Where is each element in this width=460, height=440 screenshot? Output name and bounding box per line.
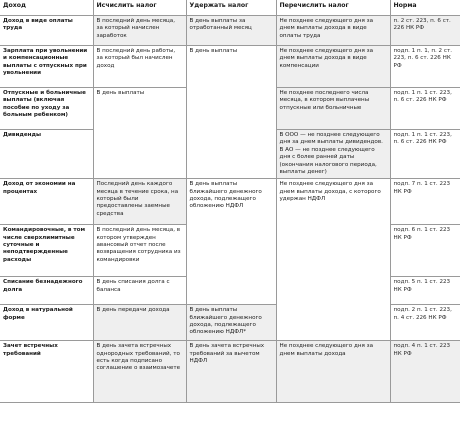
income-cell: Отпускные и больничные выплаты (включая пособие по уходу за больным ребенком) bbox=[0, 88, 93, 130]
table-row bbox=[0, 341, 460, 403]
table-row bbox=[0, 16, 460, 46]
transfer-cell: Не позднее следующего дня за днем выплаты дохода bbox=[276, 341, 390, 403]
calculate-cell: В день передачи дохода bbox=[93, 305, 186, 341]
withhold-cell: В день зачета встречных требований за вычетом НДФЛ bbox=[186, 341, 276, 403]
norm-cell: подп. 1 п. 1 ст. 223, п. 6 ст. 226 НК РФ bbox=[390, 130, 460, 179]
calculate-cell: В день списания долга с баланса bbox=[93, 277, 186, 305]
norm-cell: подп. 6 п. 1 ст. 223 НК РФ bbox=[390, 225, 460, 277]
header-calculate: Исчислить налог bbox=[93, 0, 186, 16]
norm-cell: п. 2 ст. 223, п. 6 ст. 226 НК РФ bbox=[390, 16, 460, 46]
transfer-cell: Не позднее следующего дня за днем выплаты дохода в виде оплаты труда bbox=[276, 16, 390, 46]
table-row bbox=[0, 179, 460, 225]
norm-cell: подп. 5 п. 1 ст. 223 НК РФ bbox=[390, 277, 460, 305]
header-withhold: Удержать налог bbox=[186, 0, 276, 16]
income-cell: Зачет встречных требований bbox=[0, 341, 93, 403]
transfer-cell: Не позднее последнего числа месяца, в котором выплачены отпускные или больничные bbox=[276, 88, 390, 130]
calculate-cell: В последний день месяца, в котором утвержден авансовый отчет после возвращения сотрудника из командировки bbox=[93, 225, 186, 277]
income-cell: Доход в виде оплаты труда bbox=[0, 16, 93, 46]
norm-cell: подп. 2 п. 1 ст. 223, п. 4 ст. 226 НК РФ bbox=[390, 305, 460, 341]
norm-cell: подп. 1 п. 1, п. 2 ст. 223, п. 6 ст. 226 НК РФ bbox=[390, 46, 460, 88]
header-transfer: Перечислить налог bbox=[276, 0, 390, 16]
table-row bbox=[0, 46, 460, 88]
transfer-cell bbox=[276, 130, 390, 179]
withhold-cell: В день выплаты ближайшего денежного дохода, подлежащего обложению НДФЛ* bbox=[186, 305, 276, 341]
income-cell: Командировочные, в том числе сверхлимитные суточные и неподтвержденные расходы bbox=[0, 225, 93, 277]
withhold-cell: В день выплаты за отработанный месяц bbox=[186, 16, 276, 46]
income-cell: Списание безнадежного долга bbox=[0, 277, 93, 305]
transfer-ooo-text: В ООО — не позднее следующего дня за днем выплаты дивидендов. bbox=[279, 132, 383, 146]
table-header-row bbox=[0, 0, 460, 16]
transfer-cell: Не позднее следующего дня за днем выплаты дохода, с которого удержан НДФЛ bbox=[276, 179, 390, 341]
norm-cell: подп. 4 п. 1 ст. 223 НК РФ bbox=[390, 341, 460, 403]
norm-cell: подп. 1 п. 1 ст. 223, п. 6 ст. 226 НК РФ bbox=[390, 88, 460, 130]
calculate-cell: В последний день работы, за который был начислен доход bbox=[93, 46, 186, 88]
header-income: Доход bbox=[0, 0, 93, 16]
header-norm: Норма bbox=[390, 0, 460, 16]
calculate-cell: В последний день месяца, за который начислен заработок bbox=[93, 16, 186, 46]
calculate-cell: В день выплаты bbox=[93, 88, 186, 179]
calculate-cell: В день зачета встречных однородных требований, то есть когда подписано соглашение о взаимозачете bbox=[93, 341, 186, 403]
income-cell: Доход от экономии на процентах bbox=[0, 179, 93, 225]
norm-cell: подп. 7 п. 1 ст. 223 НК РФ bbox=[390, 179, 460, 225]
income-cell: Доход в натуральной форме bbox=[0, 305, 93, 341]
transfer-cell: Не позднее следующего дня за днем выплаты дохода в виде компенсации bbox=[276, 46, 390, 88]
calculate-cell: Последний день каждого месяца в течение срока, на который были предоставлены заемные средства bbox=[93, 179, 186, 225]
withhold-cell-shared: В день выплаты bbox=[186, 46, 276, 179]
income-cell: Зарплата при увольнении и компенсационные выплаты с отпускных при увольнении bbox=[0, 46, 93, 88]
income-cell: Дивиденды bbox=[0, 130, 93, 179]
table-row bbox=[0, 305, 460, 341]
withhold-cell: В день выплаты ближайшего денежного дохода, подлежащего обложению НДФЛ bbox=[186, 179, 276, 305]
transfer-ao-text: В АО — не позднее следующего дня с более ранней даты (окончания налогового периода, выплаты денег) bbox=[279, 146, 377, 175]
